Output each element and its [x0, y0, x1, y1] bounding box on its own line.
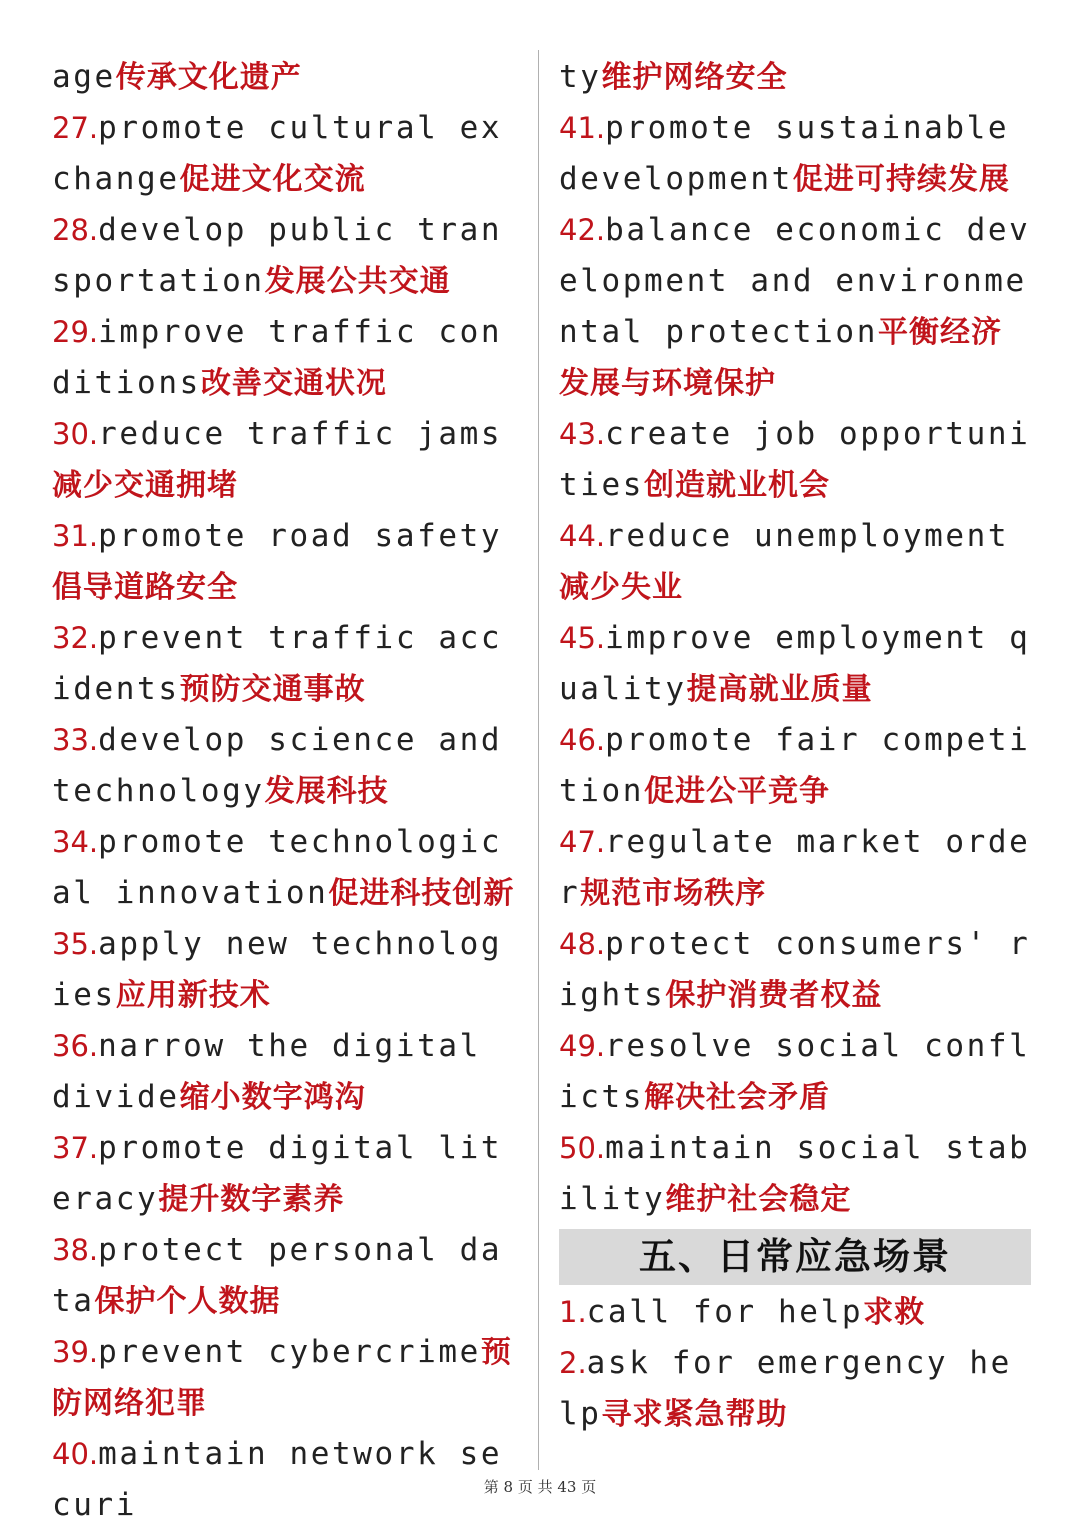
vocab-entry: 34.promote technological innovation促进科技创新 — [52, 824, 515, 911]
vocab-entry: 36.narrow the digital divide缩小数字鸿沟 — [52, 1028, 481, 1115]
vocab-entry: 45.improve employment quality提高就业质量 — [559, 620, 1031, 707]
vocab-entry: 50.maintain social stability维护社会稳定 — [559, 1130, 1031, 1217]
vocab-entry: 40.maintain network securi — [52, 1436, 503, 1523]
vocab-entry: 33.develop science and technology发展科技 — [52, 722, 503, 809]
section-heading: 五、日常应急场景 — [559, 1229, 1031, 1285]
vocab-entry: 32.prevent traffic accidents预防交通事故 — [52, 620, 503, 707]
vocab-entry: 31.promote road safety倡导道路安全 — [52, 518, 503, 605]
vocab-entry: 41.promote sustainable development促进可持续发展 — [559, 110, 1010, 197]
vocab-entry: 28.develop public transportation发展公共交通 — [52, 212, 503, 299]
vocab-entry: ty维护网络安全 — [559, 59, 788, 95]
vocab-entry: 38.protect personal data保护个人数据 — [52, 1232, 503, 1319]
vocab-entry: 46.promote fair competition促进公平竞争 — [559, 722, 1031, 809]
vocab-entry: 49.resolve social conflicts解决社会矛盾 — [559, 1028, 1031, 1115]
vocab-entry: 48.protect consumers' rights保护消费者权益 — [559, 926, 1031, 1013]
vocab-entry: age传承文化遗产 — [52, 59, 302, 95]
left-column — [52, 52, 522, 1531]
vocab-entry: 47.regulate market order规范市场秩序 — [559, 824, 1031, 911]
vocab-entry: 35.apply new technologies应用新技术 — [52, 926, 503, 1013]
vocab-entry: 37.promote digital literacy提升数字素养 — [52, 1130, 503, 1217]
vocab-entry: 30.reduce traffic jams减少交通拥堵 — [52, 416, 503, 503]
vocab-entry: 1.call for help求救 — [559, 1294, 926, 1330]
vocab-entry: 2.ask for emergency help寻求紧急帮助 — [559, 1345, 1012, 1432]
vocab-entry: 27.promote cultural exchange促进文化交流 — [52, 110, 503, 197]
vocab-entry: 29.improve traffic conditions改善交通状况 — [52, 314, 503, 401]
vocab-entry: 44.reduce unemployment减少失业 — [559, 518, 1010, 605]
vocab-entry: 39.prevent cybercrime预防网络犯罪 — [52, 1334, 512, 1421]
right-column — [559, 52, 1031, 1440]
column-divider — [538, 50, 539, 1470]
page-footer: 第 8 页 共 43 页 — [483, 1478, 597, 1496]
vocab-entry: 43.create job opportunities创造就业机会 — [559, 416, 1031, 503]
vocab-entry: 42.balance economic development and environmental protection平衡经济发展与环境保护 — [559, 212, 1031, 401]
